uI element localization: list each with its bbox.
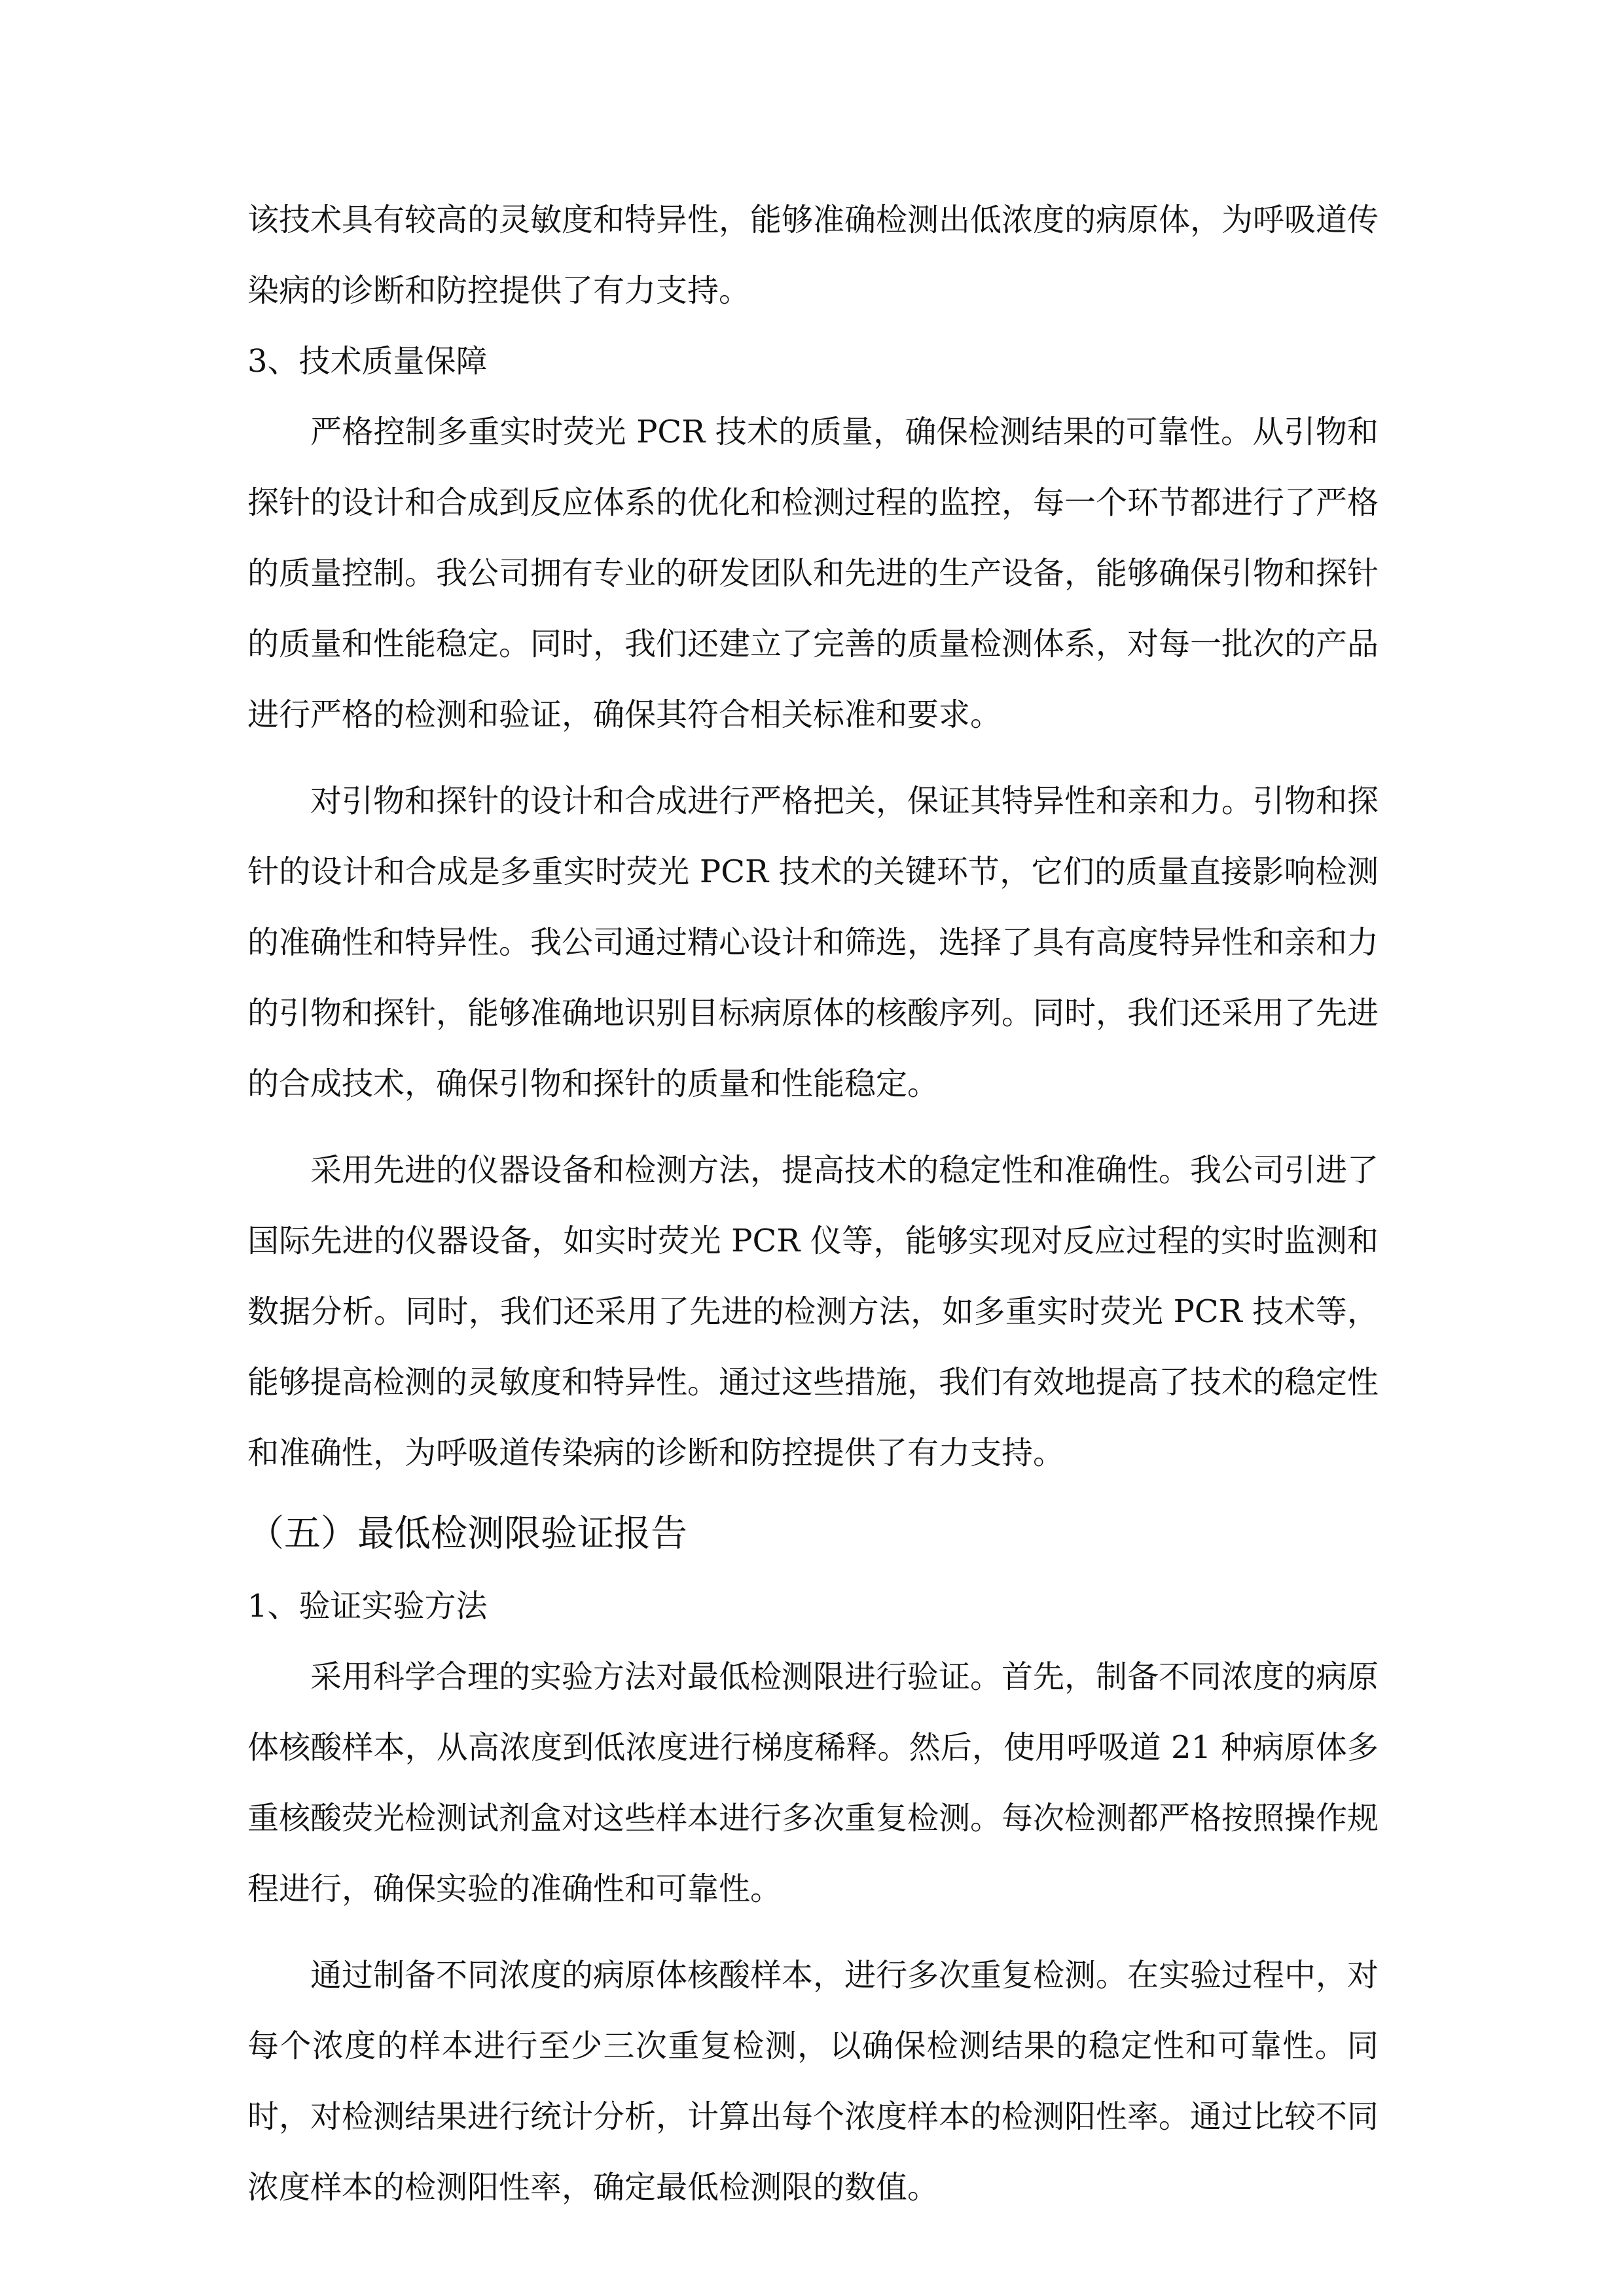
paragraph-repeat-testing: 通过制备不同浓度的病原体核酸样本，进行多次重复检测。在实验过程中，对每个浓度的样本进行至少三次重复检测，以确保检测结果的稳定性和可靠性。同时，对检测结果进行统计分析，计算出每个浓度样本的检测阳性率。通过比较不同浓度样本的检测阳性率，确定最低检测限的数值。 — [247, 1957, 1379, 2206]
paragraph-primer-probe: 对引物和探针的设计和合成进行严格把关，保证其特异性和亲和力。引物和探针的设计和合成是多重实时荧光 PCR 技术的关键环节，它们的质量直接影响检测的准确性和特异性。我公司通过精心设计和筛选，选择了具有高度特异性和亲和力的引物和探针，能够准确地识别目标病原体的核酸序列。同时，我们还采用了先进的合成技术，确保引物和探针的质量和性能稳定。 — [247, 783, 1379, 1102]
paragraph-quality-control: 严格控制多重实时荧光 PCR 技术的质量，确保检测结果的可靠性。从引物和探针的设计和合成到反应体系的优化和检测过程的监控，每一个环节都进行了严格的质量控制。我公司拥有专业的研发团队和先进的生产设备，能够确保引物和探针的质量和性能稳定。同时，我们还建立了完善的质量检测体系，对每一批次的产品进行严格的检测和验证，确保其符合相关标准和要求。 — [247, 414, 1379, 733]
subheading-technical-quality: 3、技术质量保障 — [247, 343, 488, 380]
document-body — [247, 185, 1379, 2223]
paragraph-method-overview: 采用科学合理的实验方法对最低检测限进行验证。首先，制备不同浓度的病原体核酸样本，从高浓度到低浓度进行梯度稀释。然后，使用呼吸道 21 种病原体多重核酸荧光检测试剂盒对这些样本进行多次重复检测。每次检测都严格按照操作规程进行，确保实验的准确性和可靠性。 — [247, 1659, 1379, 1907]
paragraph-instrument-method: 采用先进的仪器设备和检测方法，提高技术的稳定性和准确性。我公司引进了国际先进的仪器设备，如实时荧光 PCR 仪等，能够实现对反应过程的实时监测和数据分析。同时，我们还采用了先进的检测方法，如多重实时荧光 PCR 技术等，能够提高检测的灵敏度和特异性。通过这些措施，我们有效地提高了技术的稳定性和准确性，为呼吸道传染病的诊断和防控提供了有力支持。 — [247, 1152, 1379, 1471]
paragraph-intro: 该技术具有较高的灵敏度和特异性，能够准确检测出低浓度的病原体，为呼吸道传染病的诊断和防控提供了有力支持。 — [247, 202, 1379, 309]
subheading-verification-method: 1、验证实验方法 — [247, 1588, 488, 1624]
section-heading-detection-limit: （五）最低检测限验证报告 — [247, 1513, 687, 1555]
